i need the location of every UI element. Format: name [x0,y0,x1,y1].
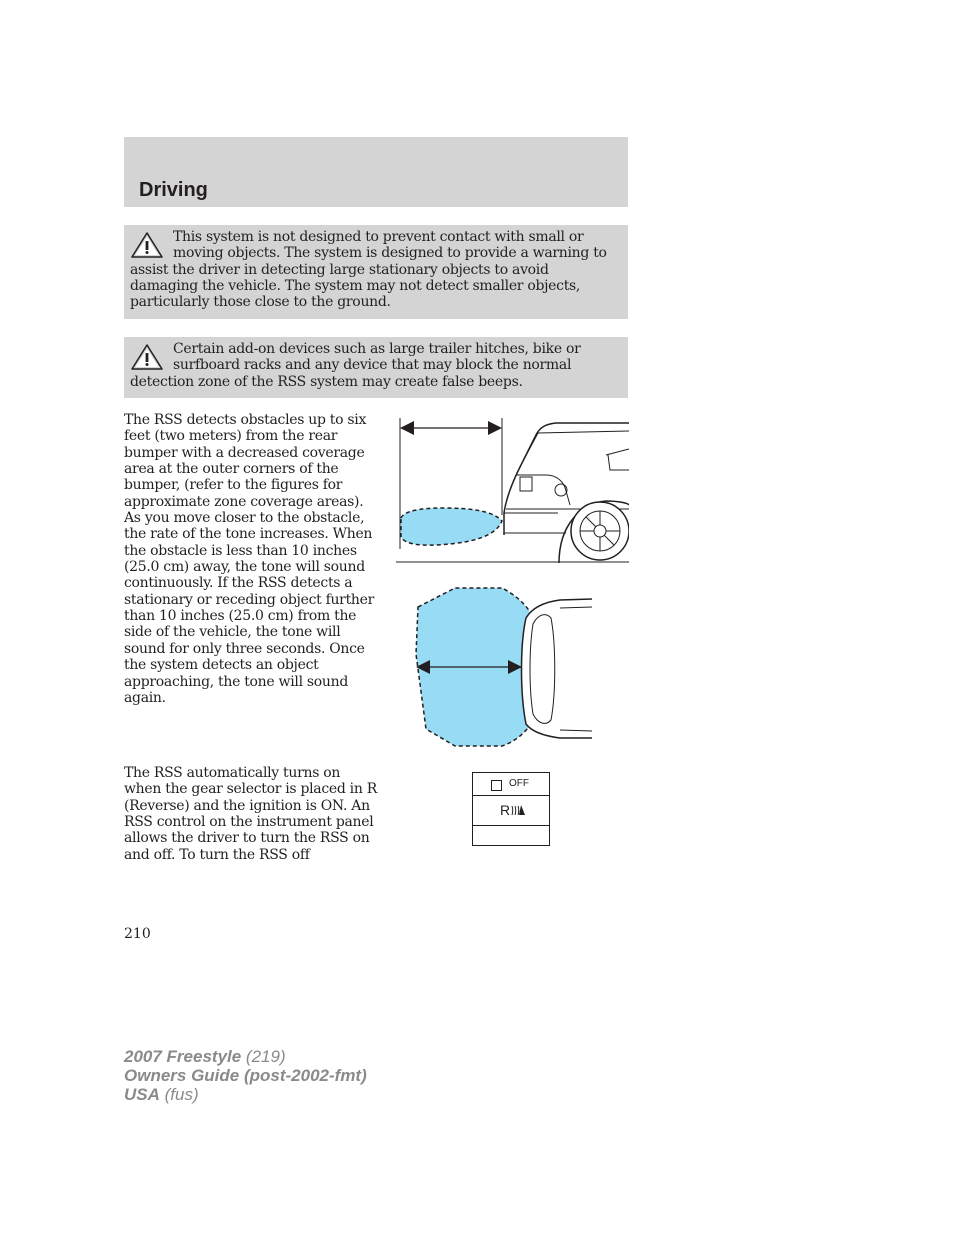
footer-model: 2007 Freestyle [124,1047,242,1066]
warning-triangle-icon [130,343,164,371]
warning-box-1 [124,225,628,319]
page-number: 210 [124,926,151,942]
rss-off-row [473,773,549,796]
off-label: OFF [509,778,529,789]
rss-symbol-row [473,796,549,826]
rss-control-switch-illustration [472,772,550,846]
warning-text-2: Certain add-on devices such as large trailer hitches, bike or surfboard racks and any device that may block the normal detection zone of the RSS system may create false beeps. [130,341,581,390]
reverse-sensing-icon [511,803,525,817]
footer-model-code: (219) [241,1047,286,1066]
warning-text-1: This system is not designed to prevent contact with small or moving objects. The system is designed to provide a warning to assist the driver in detecting large stationary objects to avoid damaging the vehicle. The system may not detect smaller objects, particularly those close to the ground. [130,229,607,311]
section-header-band [124,137,628,207]
indicator-light-icon [491,780,502,791]
warning-triangle-icon [130,231,164,259]
top-view-coverage-figure [410,584,594,750]
body-paragraph-2: The RSS automatically turns on when the gear selector is placed in R (Reverse) and the ignition is ON. An RSS control on the instrument panel allows the driver to turn the RSS on and off. To turn the RSS off [124,765,377,863]
footer-guide: Owners Guide (post-2002-fmt) [124,1066,367,1085]
side-view-coverage-figure [396,415,629,565]
section-title: Driving [139,179,208,201]
body-paragraph-1: The RSS detects obstacles up to six feet (two meters) from the rear bumper with a decreased coverage area at the outer corners of the bumper, (refer to the figures for approximate zone coverage areas). As you move closer to the obstacle, the rate of the tone increases. When the obstacle is less than 10 inches (25.0 cm) away, the tone will sound continuously. If the RSS detects a stationary or receding object further than 10 inches (25.0 cm) from the side of the vehicle, the tone will sound for only three seconds. Once the system detects an object approaching, the tone will sound again. [124,412,374,706]
reverse-label: R [500,802,511,818]
document-footer [124,1047,367,1104]
warning-box-2 [124,337,628,398]
footer-market: USA [124,1085,160,1104]
footer-market-code: (fus) [159,1085,199,1104]
